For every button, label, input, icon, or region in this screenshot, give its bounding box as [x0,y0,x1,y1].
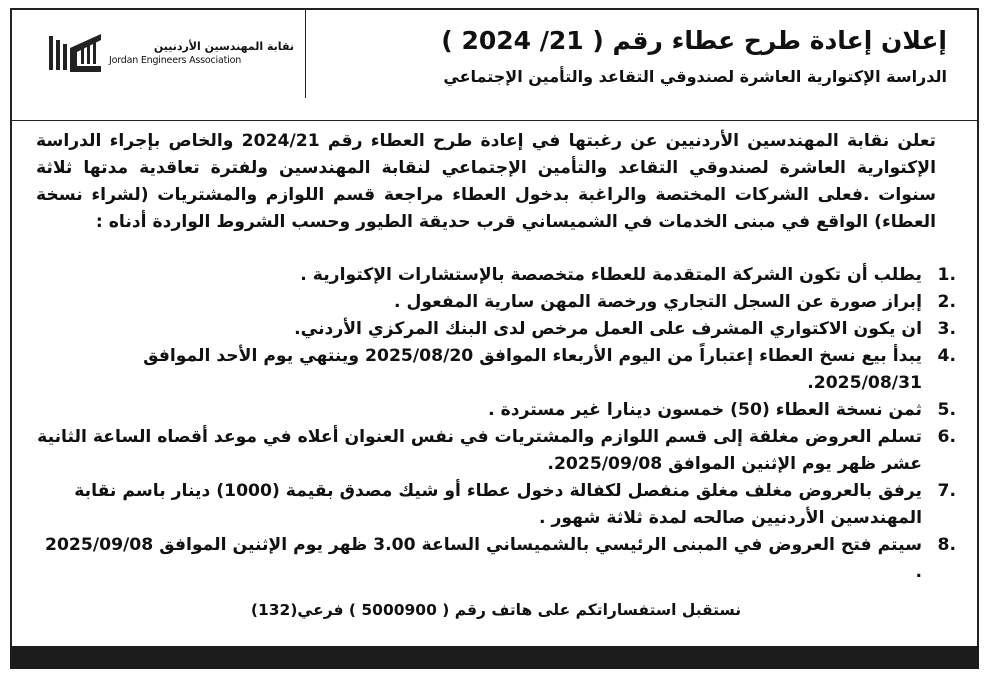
announcement-intro: تعلن نقابة المهندسين الأردنيين عن رغبتها في إعادة طرح العطاء رقم 2024/21 والخاص بإجراء الدراسة الإكتوارية العاشرة لصندوقي التقاعد والتأمين الإجتماعي لنقابة المهندسين ولفترة تعاقدية مدتها ثلاثة سنوات .فعلى الشركات المختصة والراغبة بدخول العطاء مراجعة قسم اللوازم والمشتريات (لشراء نسخة العطاء) الواقع في مبنى الخدمات في الشميساني قرب حديقة الطيور وحسب الشروط الواردة أدناه : [36,131,936,232]
list-item [36,262,956,289]
conditions-list [36,262,956,586]
list-item-number: 4. [937,346,956,366]
list-item-text: يرفق بالعروض مغلف مغلق منفصل لكفالة دخول عطاء أو شيك مصدق بقيمة (1000) دينار باسم نقابة المهندسين الأردنيين صالحه لمدة ثلاثة شهور . [74,481,922,528]
announcement-header [12,10,977,121]
list-item-text: يطلب أن تكون الشركة المتقدمة للعطاء متخصصة بالإستشارات الإكتوارية . [300,265,922,285]
org-name-arabic: نقابة المهندسين الأردنيين [153,40,294,53]
list-item-number: 3. [937,319,956,339]
list-item-text: إبراز صورة عن السجل التجاري ورخصة المهن سارية المفعول . [393,292,922,312]
list-item-number: 6. [937,427,956,447]
announcement-title: إعلان إعادة طرح عطاء رقم ( 21/ 2024 ) [441,26,947,55]
list-item [36,478,956,532]
announcement-subtitle: الدراسة الإكتوارية العاشرة لصندوقي التقاعد والتأمين الإجتماعي [443,67,947,86]
list-item-number: 1. [937,265,956,285]
list-item-number: 7. [937,481,956,501]
list-item-number: 8. [937,535,956,555]
org-logo-box [12,10,306,98]
list-item [36,343,956,397]
list-item-number: 2. [937,292,956,312]
list-item-number: 5. [937,400,956,420]
list-item [36,316,956,343]
list-item-text: تسلم العروض مغلقة إلى قسم اللوازم والمشتريات في نفس العنوان أعلاه في موعد أقصاه الساعة الثانية عشر ظهر يوم الإثنين الموافق 2025/09/08. [37,427,922,474]
list-item [36,424,956,478]
list-item [36,289,956,316]
list-item-text: يبدأ بيع نسخ العطاء إعتباراً من اليوم الأربعاء الموافق 2025/08/20 وينتهي يوم الأحد الموافق 2025/08/31. [143,346,922,393]
list-item [36,532,956,586]
list-item-text: ان يكون الاكتواري المشرف على العمل مرخص لدى البنك المركزي الأردني. [294,319,922,339]
bottom-bar [10,646,979,669]
org-name-english: Jordan Engineers Association [109,55,242,66]
list-item-text: ثمن نسخة العطاء (50) خمسون دينارا غير مستردة . [488,400,922,420]
list-item-text: سيتم فتح العروض في المبنى الرئيسي بالشميساني الساعة 3.00 ظهر يوم الإثنين الموافق 2025/09/08 . [45,535,922,582]
jea-logo-icon [47,32,103,76]
contact-note: نستقبل استفساراتكم على هاتف رقم ( 5000900 ) فرعي(132) [250,601,742,619]
list-item [36,397,956,424]
